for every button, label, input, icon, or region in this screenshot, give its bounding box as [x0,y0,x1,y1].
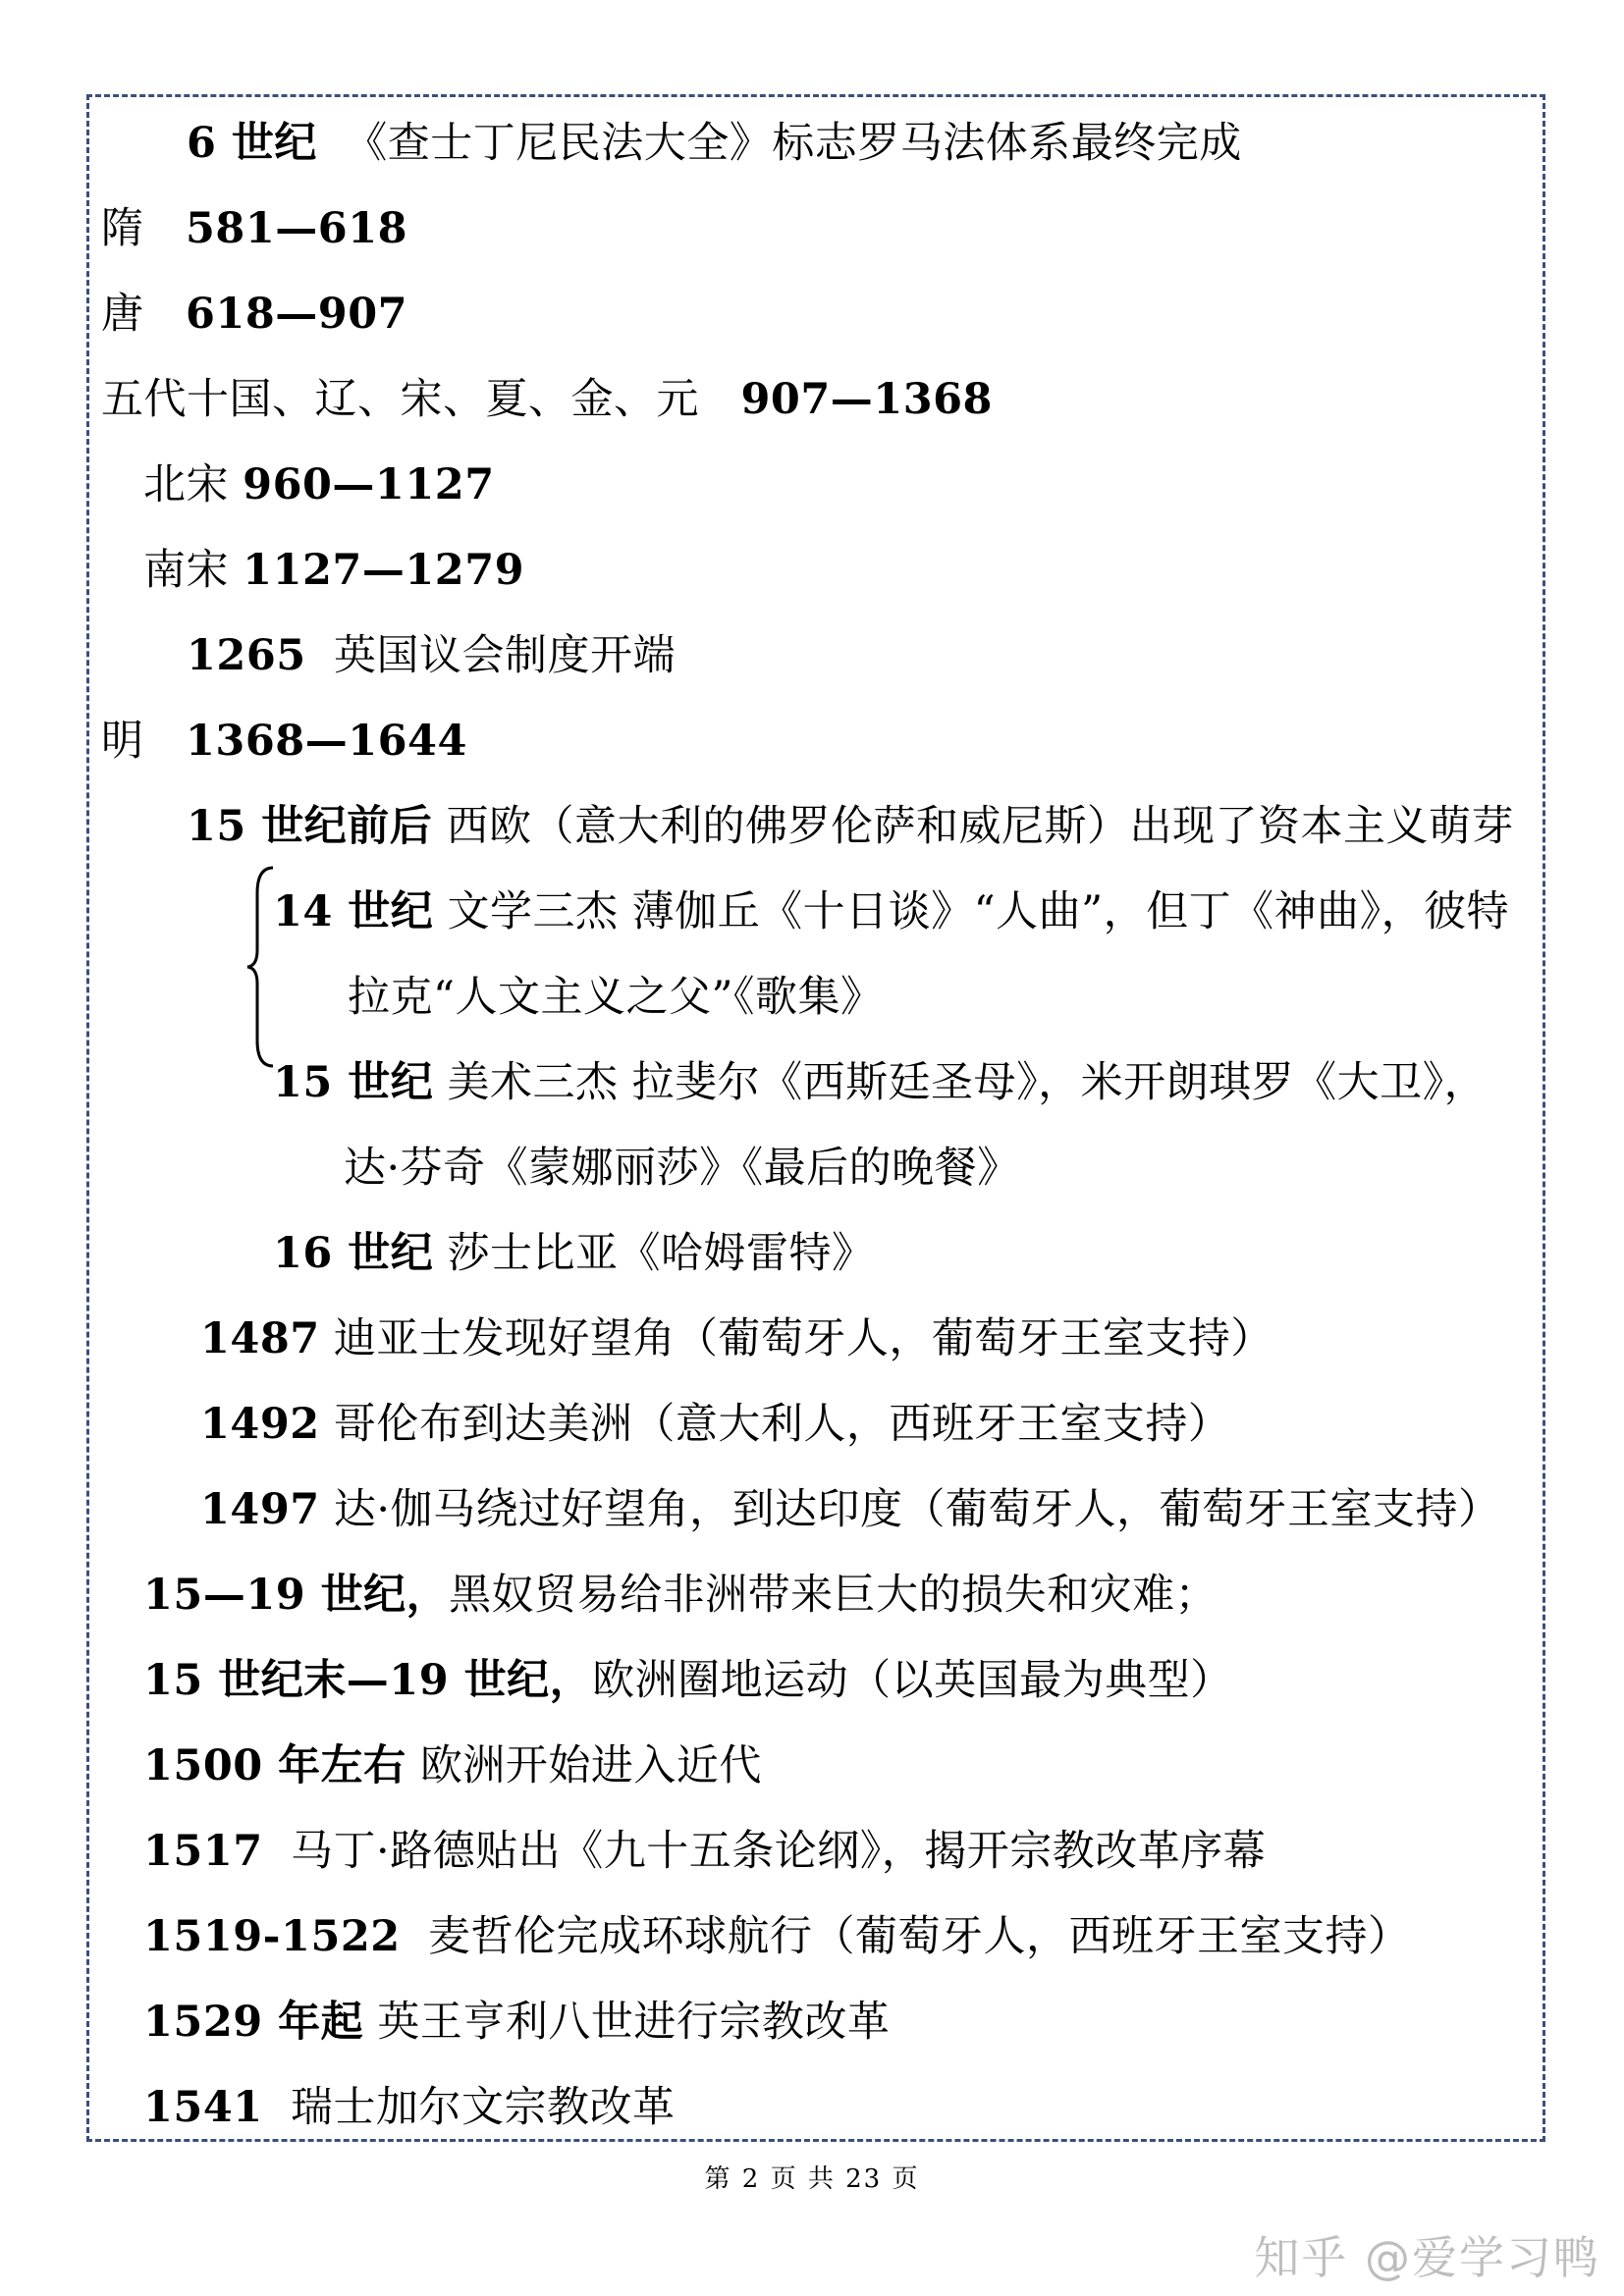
line-21 [143,1822,1266,1881]
page-number: 第 2 页 共 23 页 [704,2164,920,2194]
watermark: 知乎 @爱学习鸭 [1254,2231,1600,2284]
line-20 [143,1736,762,1795]
event: 黑奴贸易给非洲带来巨大的损失和灾难； [449,1571,1218,1620]
event: 欧洲圈地运动（以英国最为典型） [592,1656,1233,1705]
event: 西欧（意大利的佛罗伦萨和威尼斯）出现了资本主义萌芽 [446,802,1514,851]
event: 文学三杰 薄伽丘《十日谈》“人曲”，但丁《神曲》，彼特 [447,887,1510,936]
year: 16 世纪 [273,1229,434,1278]
line-15 [200,1309,1273,1368]
year: 1517 [143,1827,263,1876]
event: 瑞士加尔文宗教改革 [291,2083,676,2132]
line-9 [187,797,1514,856]
line-6 [143,541,524,600]
event: 美术三杰 拉斐尔《西斯廷圣母》，米开朗琪罗《大卫》， [447,1058,1488,1107]
event: 欧洲开始进入近代 [419,1741,762,1790]
event: 达·伽马绕过好望角，到达印度（葡萄牙人，葡萄牙王室支持） [333,1485,1501,1534]
line-4 [101,370,993,429]
line-17 [200,1480,1501,1539]
year: 960—1127 [243,460,495,509]
year: 1497 [200,1485,320,1534]
year: 14 世纪 [273,887,434,936]
line-1 [187,114,1242,173]
curly-brace [245,864,275,1070]
dynasty: 唐 [101,290,144,339]
year: 1529 年起 [143,1998,364,2047]
year: 1500 年左右 [143,1741,406,1790]
line-11 [348,968,883,1027]
year: 15 世纪末—19 世纪， [143,1656,593,1705]
dynasty: 隋 [101,204,144,253]
line-5 [143,455,495,514]
line-3 [101,285,407,344]
year: 15—19 世纪， [143,1571,450,1620]
line-12 [273,1053,1487,1112]
line-16 [200,1395,1230,1454]
year: 1519-1522 [143,1912,401,1961]
line-19 [143,1651,1233,1710]
event: 英王亨利八世进行宗教改革 [377,1998,891,2047]
year: 1368—1644 [186,717,467,766]
dynasty: 五代十国、辽、宋、夏、金、元 [101,375,699,424]
line-10 [273,882,1509,941]
year: 1487 [200,1314,320,1363]
event: 达·芬奇《蒙娜丽莎》《最后的晚餐》 [344,1144,1020,1193]
event: 拉克“人文主义之父”《歌集》 [348,973,884,1022]
event: 迪亚士发现好望角（葡萄牙人，葡萄牙王室支持） [333,1314,1273,1363]
year: 1127—1279 [243,546,525,595]
line-22 [143,1907,1411,1966]
year: 907—1368 [740,375,993,424]
line-14 [273,1224,874,1283]
year: 1541 [143,2083,263,2132]
year: 618—907 [186,290,408,339]
line-23 [143,1993,890,2052]
event: 《查士丁尼民法大全》标志罗马法体系最终完成 [345,119,1242,168]
year: 15 世纪 [273,1058,434,1107]
year: 1265 [187,631,306,680]
event: 马丁·路德贴出《九十五条论纲》，揭开宗教改革序幕 [291,1827,1267,1876]
year: 581—618 [186,204,408,253]
event: 哥伦布到达美洲（意大利人，西班牙王室支持） [333,1400,1231,1449]
dynasty: 南宋 [143,546,229,595]
line-24 [143,2078,676,2137]
event: 麦哲伦完成环球航行（葡萄牙人，西班牙王室支持） [428,1912,1411,1961]
line-7 [187,626,676,685]
year: 15 世纪前后 [187,802,433,851]
line-2 [101,199,407,258]
dynasty: 北宋 [143,460,229,509]
line-13 [344,1139,1020,1198]
line-18 [143,1566,1218,1625]
line-8 [101,712,467,771]
year: 6 世纪 [187,119,317,168]
dynasty: 明 [101,717,144,766]
event: 英国议会制度开端 [334,631,677,680]
event: 莎士比亚《哈姆雷特》 [447,1229,875,1278]
year: 1492 [200,1400,320,1449]
